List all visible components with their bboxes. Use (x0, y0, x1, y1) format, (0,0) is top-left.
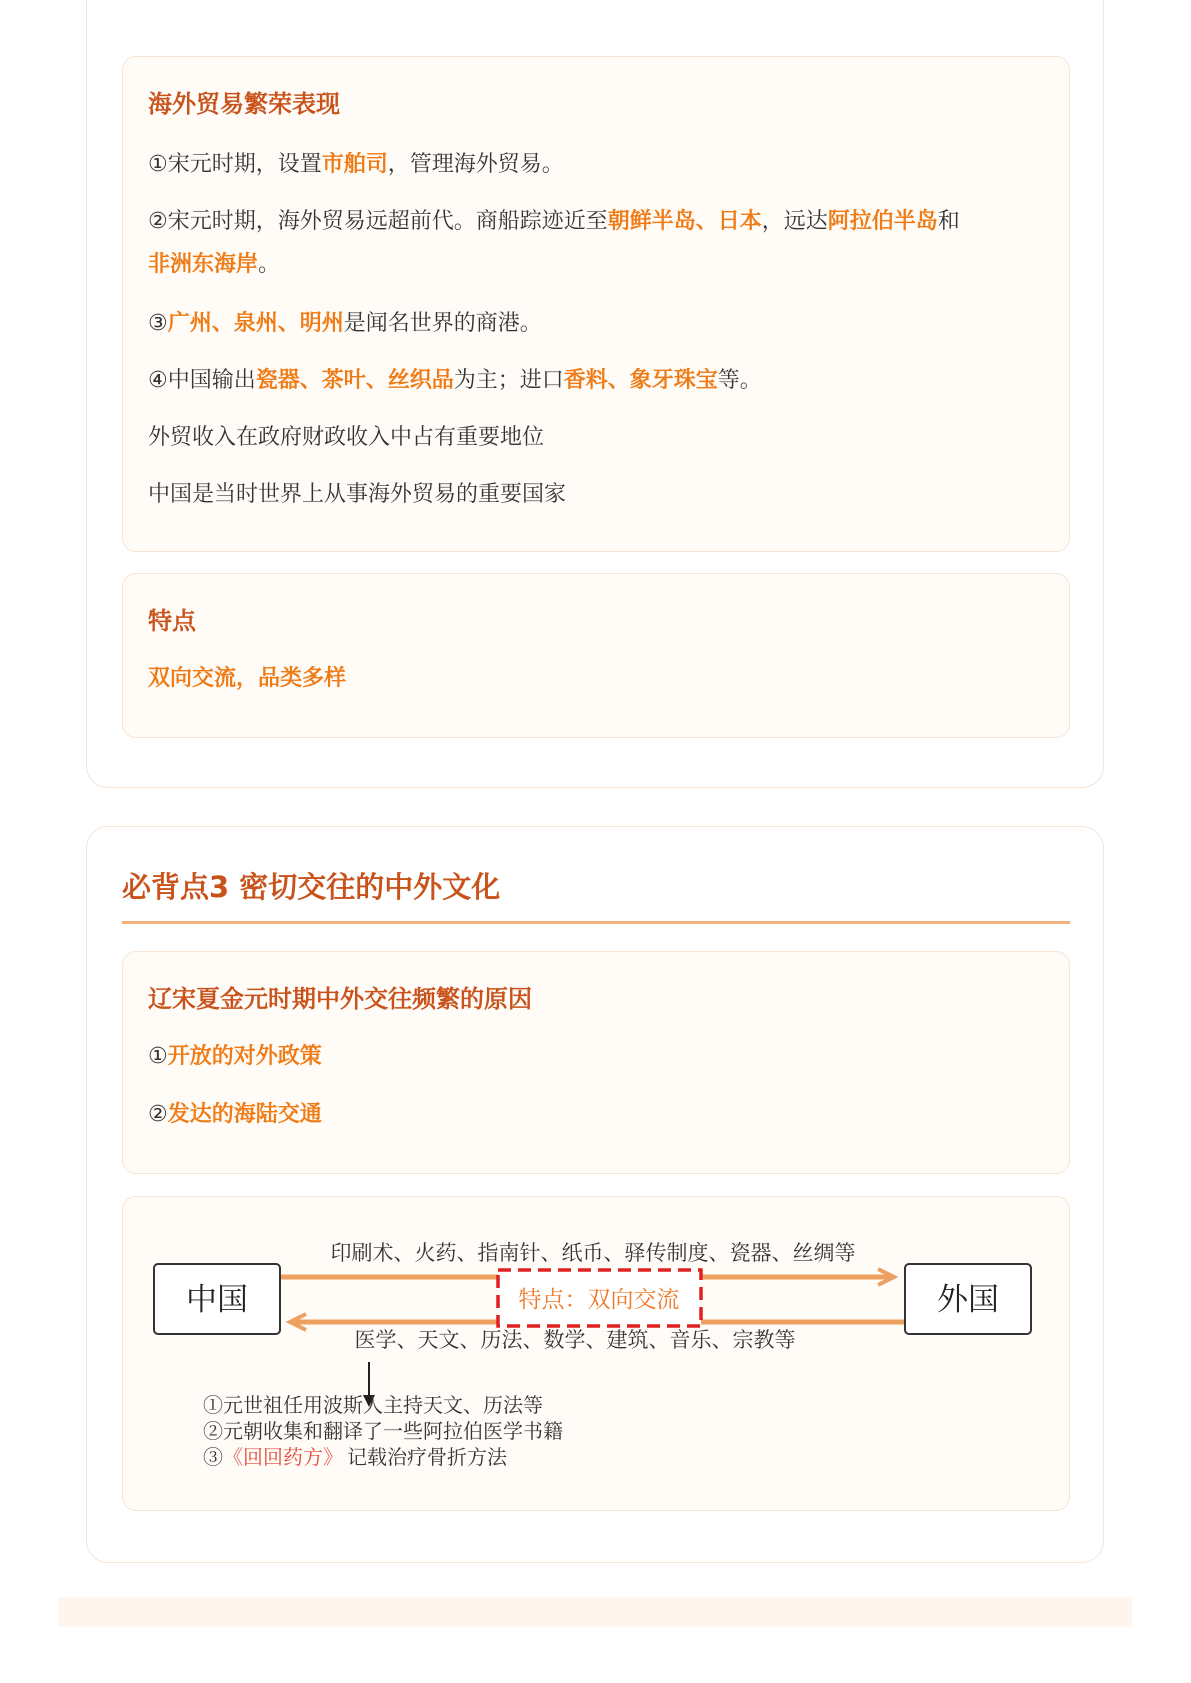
trade-point-4: ④中国输出瓷器、茶叶、丝织品为主；进口香料、象牙珠宝等。 (148, 368, 762, 393)
note-1: ①元世祖任用波斯人主持天文、历法等 (203, 1395, 543, 1417)
trade-point-2: ②宋元时期，海外贸易远超前代。商船踪迹近至朝鲜半岛、日本，远达阿拉伯半岛和 (148, 209, 960, 234)
trade-point-1: ①宋元时期，设置市舶司，管理海外贸易。 (148, 152, 564, 177)
reason-2: ②发达的海陆交通 (148, 1102, 322, 1127)
exchange-diagram-card (122, 1196, 1070, 1511)
feature-value: 双向交流，品类多样 (148, 666, 347, 691)
feature-center-label: 特点：双向交流 (518, 1287, 680, 1312)
trade-point-2-cont: 非洲东海岸。 (148, 252, 281, 277)
trade-prosperity-card (122, 56, 1070, 552)
exchange-diagram (123, 1197, 1071, 1512)
trade-point-6: 中国是当时世界上从事海外贸易的重要国家 (148, 482, 567, 507)
reasons-card (122, 951, 1070, 1174)
trade-point-5: 外贸收入在政府财政收入中占有重要地位 (148, 425, 545, 450)
note-2: ②元朝收集和翻译了一些阿拉伯医学书籍 (203, 1421, 563, 1443)
section-3-title: 必背点3 密切交往的中外文化 (122, 870, 501, 904)
section-card-culture (86, 826, 1104, 1563)
section-card-trade (86, 0, 1104, 788)
reason-1: ①开放的对外政策 (148, 1044, 322, 1069)
note-3: ③《回回药方》 记载治疗骨折方法 (203, 1447, 507, 1469)
import-items-label: 医学、天文、历法、数学、建筑、音乐、宗教等 (354, 1329, 796, 1352)
feature-title: 特点 (148, 607, 196, 635)
trade-point-3: ③广州、泉州、明州是闻名世界的商港。 (148, 311, 542, 336)
reasons-title: 辽宋夏金元时期中外交往频繁的原因 (148, 985, 532, 1013)
feature-card (122, 573, 1070, 738)
export-items-label: 印刷术、火药、指南针、纸币、驿传制度、瓷器、丝绸等 (330, 1242, 856, 1265)
section-3-divider (122, 921, 1070, 924)
china-label: 中国 (186, 1282, 248, 1317)
page-footer-strip (58, 1597, 1132, 1627)
trade-prosperity-title: 海外贸易繁荣表现 (148, 90, 340, 118)
foreign-label: 外国 (937, 1282, 999, 1317)
